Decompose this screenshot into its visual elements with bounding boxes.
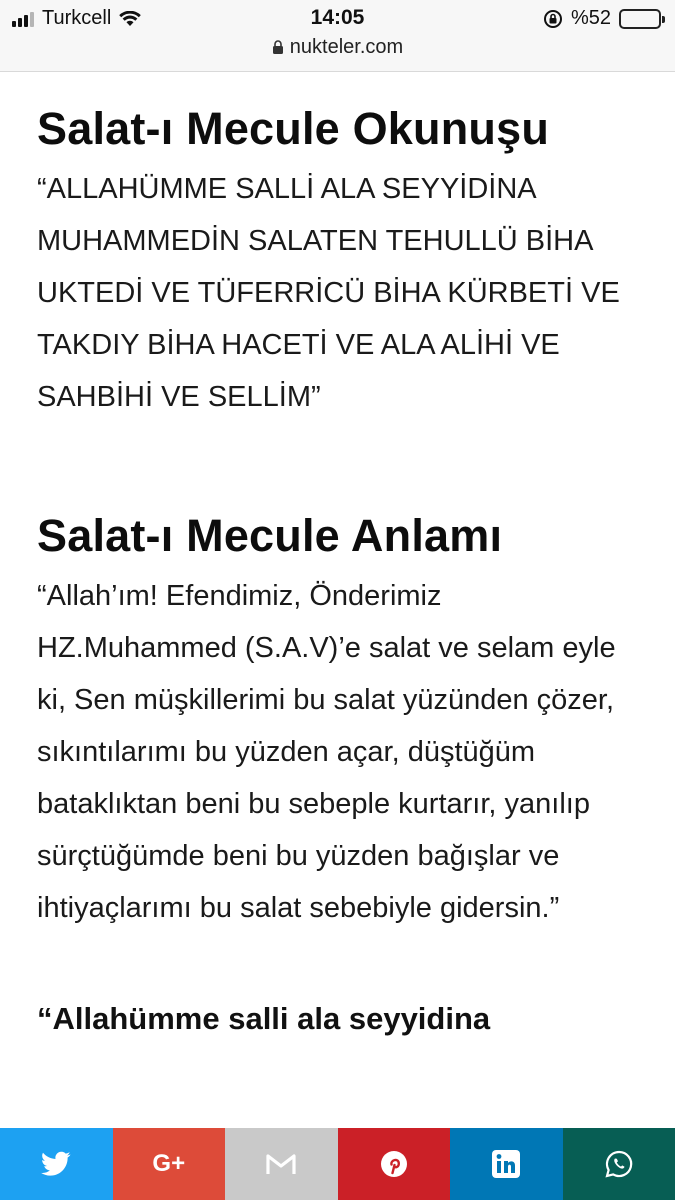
- clock: 14:05: [310, 6, 365, 29]
- paragraph-anlami: “Allah’ım! Efendimiz, Önderimiz HZ.Muhammed (S.A.V)’e salat ve selam eyle ki, Sen müşkillerimi bu salat yüzünden çözer, sıkıntılarımı bu yüzden açar, düştüğüm bataklıktan beni bu sebeple kurtarır, yanılıp sürçtüğümde beni bu yüzden bağışlar ve ihtiyaçlarımı bu salat sebebiyle gidersin.”: [37, 580, 616, 924]
- share-bar: [0, 1128, 675, 1200]
- paragraph-okunusu: “ALLAHÜMME SALLİ ALA SEYYİDİNA MUHAMMEDİN SALATEN TEHULLÜ BİHA UKTEDİ VE TÜFERRİCÜ BİHA KÜRBETİ VE TAKDIY BİHA HACETİ VE ALA ALİHİ VE SAHBİHİ VE SELLİM”: [37, 173, 620, 413]
- carrier-name: Turkcell: [42, 7, 112, 29]
- article-content: [37, 72, 647, 1044]
- linkedin-share-button[interactable]: [450, 1128, 563, 1200]
- twitter-icon: [41, 1151, 71, 1177]
- url-text: nukteler.com: [289, 36, 404, 58]
- twitter-share-button[interactable]: [0, 1128, 113, 1200]
- orientation-lock-icon: [543, 9, 563, 29]
- address-bar[interactable]: [0, 36, 675, 59]
- status-right: [543, 7, 661, 30]
- google-plus-icon: G+: [152, 1150, 186, 1177]
- battery-icon: [619, 9, 661, 29]
- status-bar: [0, 0, 675, 72]
- whatsapp-icon: [604, 1149, 634, 1179]
- battery-percent: %52: [570, 7, 611, 29]
- heading-anlami: Salat-ı Mecule Anlamı: [37, 510, 503, 561]
- gmail-share-button[interactable]: [225, 1128, 338, 1200]
- partial-quote: “Allahümme salli ala seyyidina: [37, 1001, 491, 1036]
- linkedin-icon: [492, 1150, 520, 1178]
- pinterest-icon: [379, 1149, 409, 1179]
- pinterest-share-button[interactable]: [338, 1128, 451, 1200]
- whatsapp-share-button[interactable]: [563, 1128, 675, 1200]
- heading-okunusu: Salat-ı Mecule Okunuşu: [37, 103, 550, 154]
- lock-icon: [272, 40, 284, 55]
- gmail-icon: [266, 1153, 296, 1175]
- google-plus-share-button[interactable]: [113, 1128, 226, 1200]
